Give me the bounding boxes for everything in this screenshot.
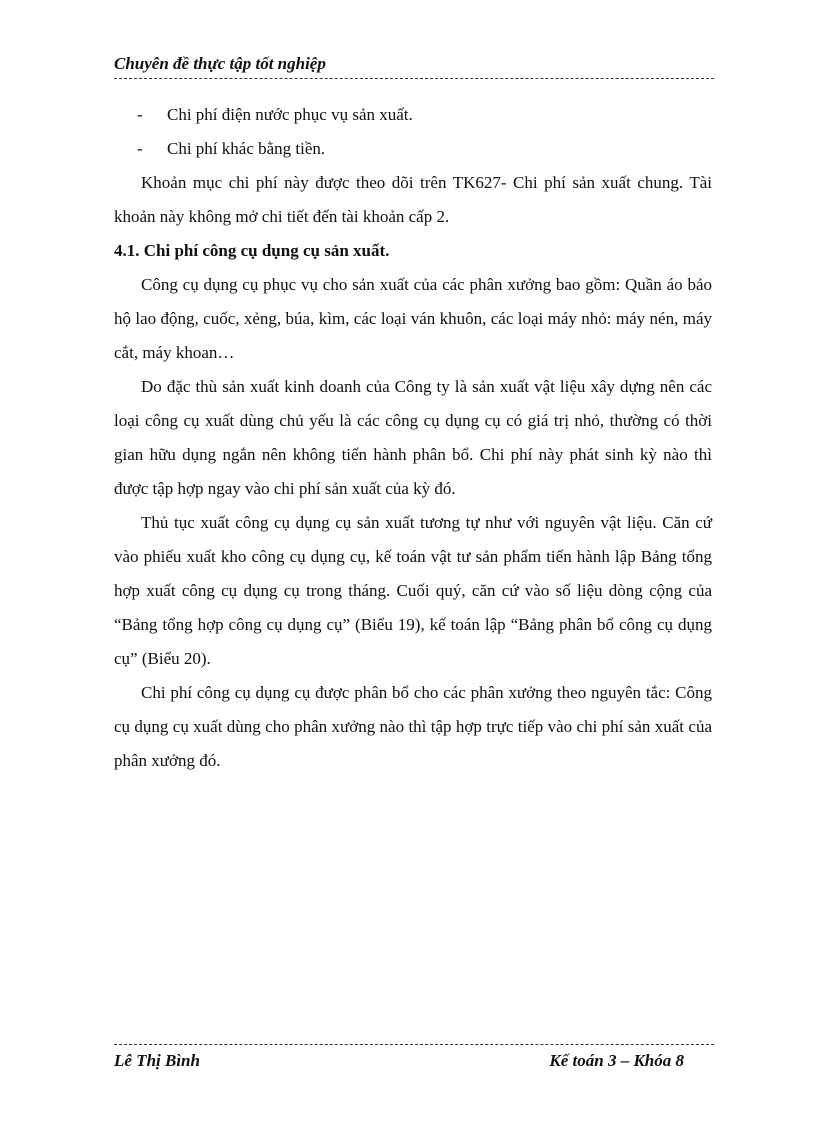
paragraph-tk627: Khoản mục chi phí này được theo dõi trên TK627- Chi phí sản xuất chung. Tài khoản này không mở chi tiết đến tài khoản cấp 2. <box>114 173 712 226</box>
footer-author: Lê Thị Bình <box>114 1051 200 1070</box>
footer-class-info: Kế toán 3 – Khóa 8 <box>549 1051 684 1070</box>
page-footer <box>114 1044 714 1073</box>
bullet-mark: - <box>137 105 143 124</box>
bullet-mark: - <box>137 139 143 158</box>
bullet-text: Chi phí khác bằng tiền. <box>167 139 326 158</box>
paragraph-procedure: Thủ tục xuất công cụ dụng cụ sản xuất tương tự như với nguyên vật liệu. Căn cứ vào phiếu xuất kho công cụ dụng cụ, kế toán vật tư sản phẩm tiến hành lập Bảng tổng hợp xuất công cụ dụng cụ trong tháng. Cuối quý, căn cứ vào số liệu dòng cộng của “Bảng tổng hợp công cụ dụng cụ” (Biểu 19), kế toán lập “Bảng phân bổ công cụ dụng cụ” (Biểu 20). <box>114 513 712 668</box>
section-heading: 4.1. Chi phí công cụ dụng cụ sản xuất. <box>114 241 390 260</box>
paragraph-tools-list: Công cụ dụng cụ phục vụ cho sản xuất của các phân xưởng bao gồm: Quần áo bảo hộ lao động, cuốc, xẻng, búa, kìm, các loại ván khuôn, các loại máy nhỏ: máy nén, máy cắt, máy khoan… <box>114 275 712 362</box>
bullet-item <box>114 132 712 166</box>
page-header <box>114 52 714 79</box>
document-body <box>114 98 712 778</box>
paragraph-allocation: Chi phí công cụ dụng cụ được phân bổ cho các phân xưởng theo nguyên tắc: Công cụ dụng cụ xuất dùng cho phân xưởng nào thì tập hợp trực tiếp vào chi phí sản xuất của phân xưởng đó. <box>114 683 712 770</box>
paragraph-characteristics: Do đặc thù sản xuất kinh doanh của Công ty là sản xuất vật liệu xây dựng nên các loại công cụ xuất dùng chủ yếu là các công cụ dụng cụ có giá trị nhỏ, thường có thời gian hữu dụng ngắn nên không tiến hành phân bổ. Chi phí này phát sinh kỳ nào thì được tập hợp ngay vào chi phí sản xuất của kỳ đó. <box>114 377 712 498</box>
bullet-item <box>114 98 712 132</box>
bullet-text: Chi phí điện nước phục vụ sản xuất. <box>167 105 413 124</box>
header-title: Chuyên đề thực tập tốt nghiệp <box>114 54 326 73</box>
